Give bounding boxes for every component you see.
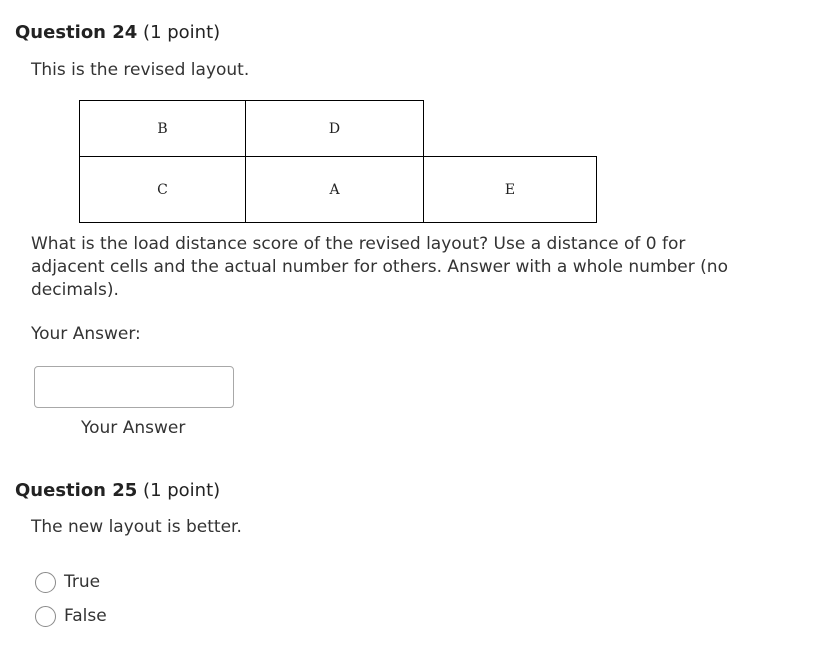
layout-cell-d: D <box>245 100 424 157</box>
answer-label: Your Answer: <box>31 324 141 344</box>
question-24-intro: This is the revised layout. <box>31 60 250 80</box>
question-25-points: (1 point) <box>143 480 221 501</box>
layout-cell-a: A <box>245 156 424 223</box>
layout-cell-c: C <box>79 156 246 223</box>
question-24-number: Question 24 <box>15 22 138 43</box>
question-24-prompt: What is the load distance score of the revised layout? Use a distance of 0 for adjacent cells and the actual number for others. Answer with a whole number (no decimals). <box>31 234 728 300</box>
radio-option-true[interactable] <box>35 570 100 594</box>
radio-label-true[interactable]: True <box>64 571 101 592</box>
question-24-points: (1 point) <box>143 22 221 43</box>
question-25-statement: The new layout is better. <box>31 517 242 537</box>
answer-input[interactable] <box>34 366 234 408</box>
radio-button-true[interactable] <box>35 572 56 593</box>
layout-cell-b: B <box>79 100 246 157</box>
question-25-number: Question 25 <box>15 480 138 501</box>
radio-label-false[interactable]: False <box>64 605 107 626</box>
layout-cell-e: E <box>423 156 597 223</box>
question-24-title <box>15 22 220 44</box>
radio-button-false[interactable] <box>35 606 56 627</box>
radio-option-false[interactable] <box>35 604 107 628</box>
question-25-title <box>15 480 220 502</box>
answer-caption: Your Answer <box>81 418 186 438</box>
